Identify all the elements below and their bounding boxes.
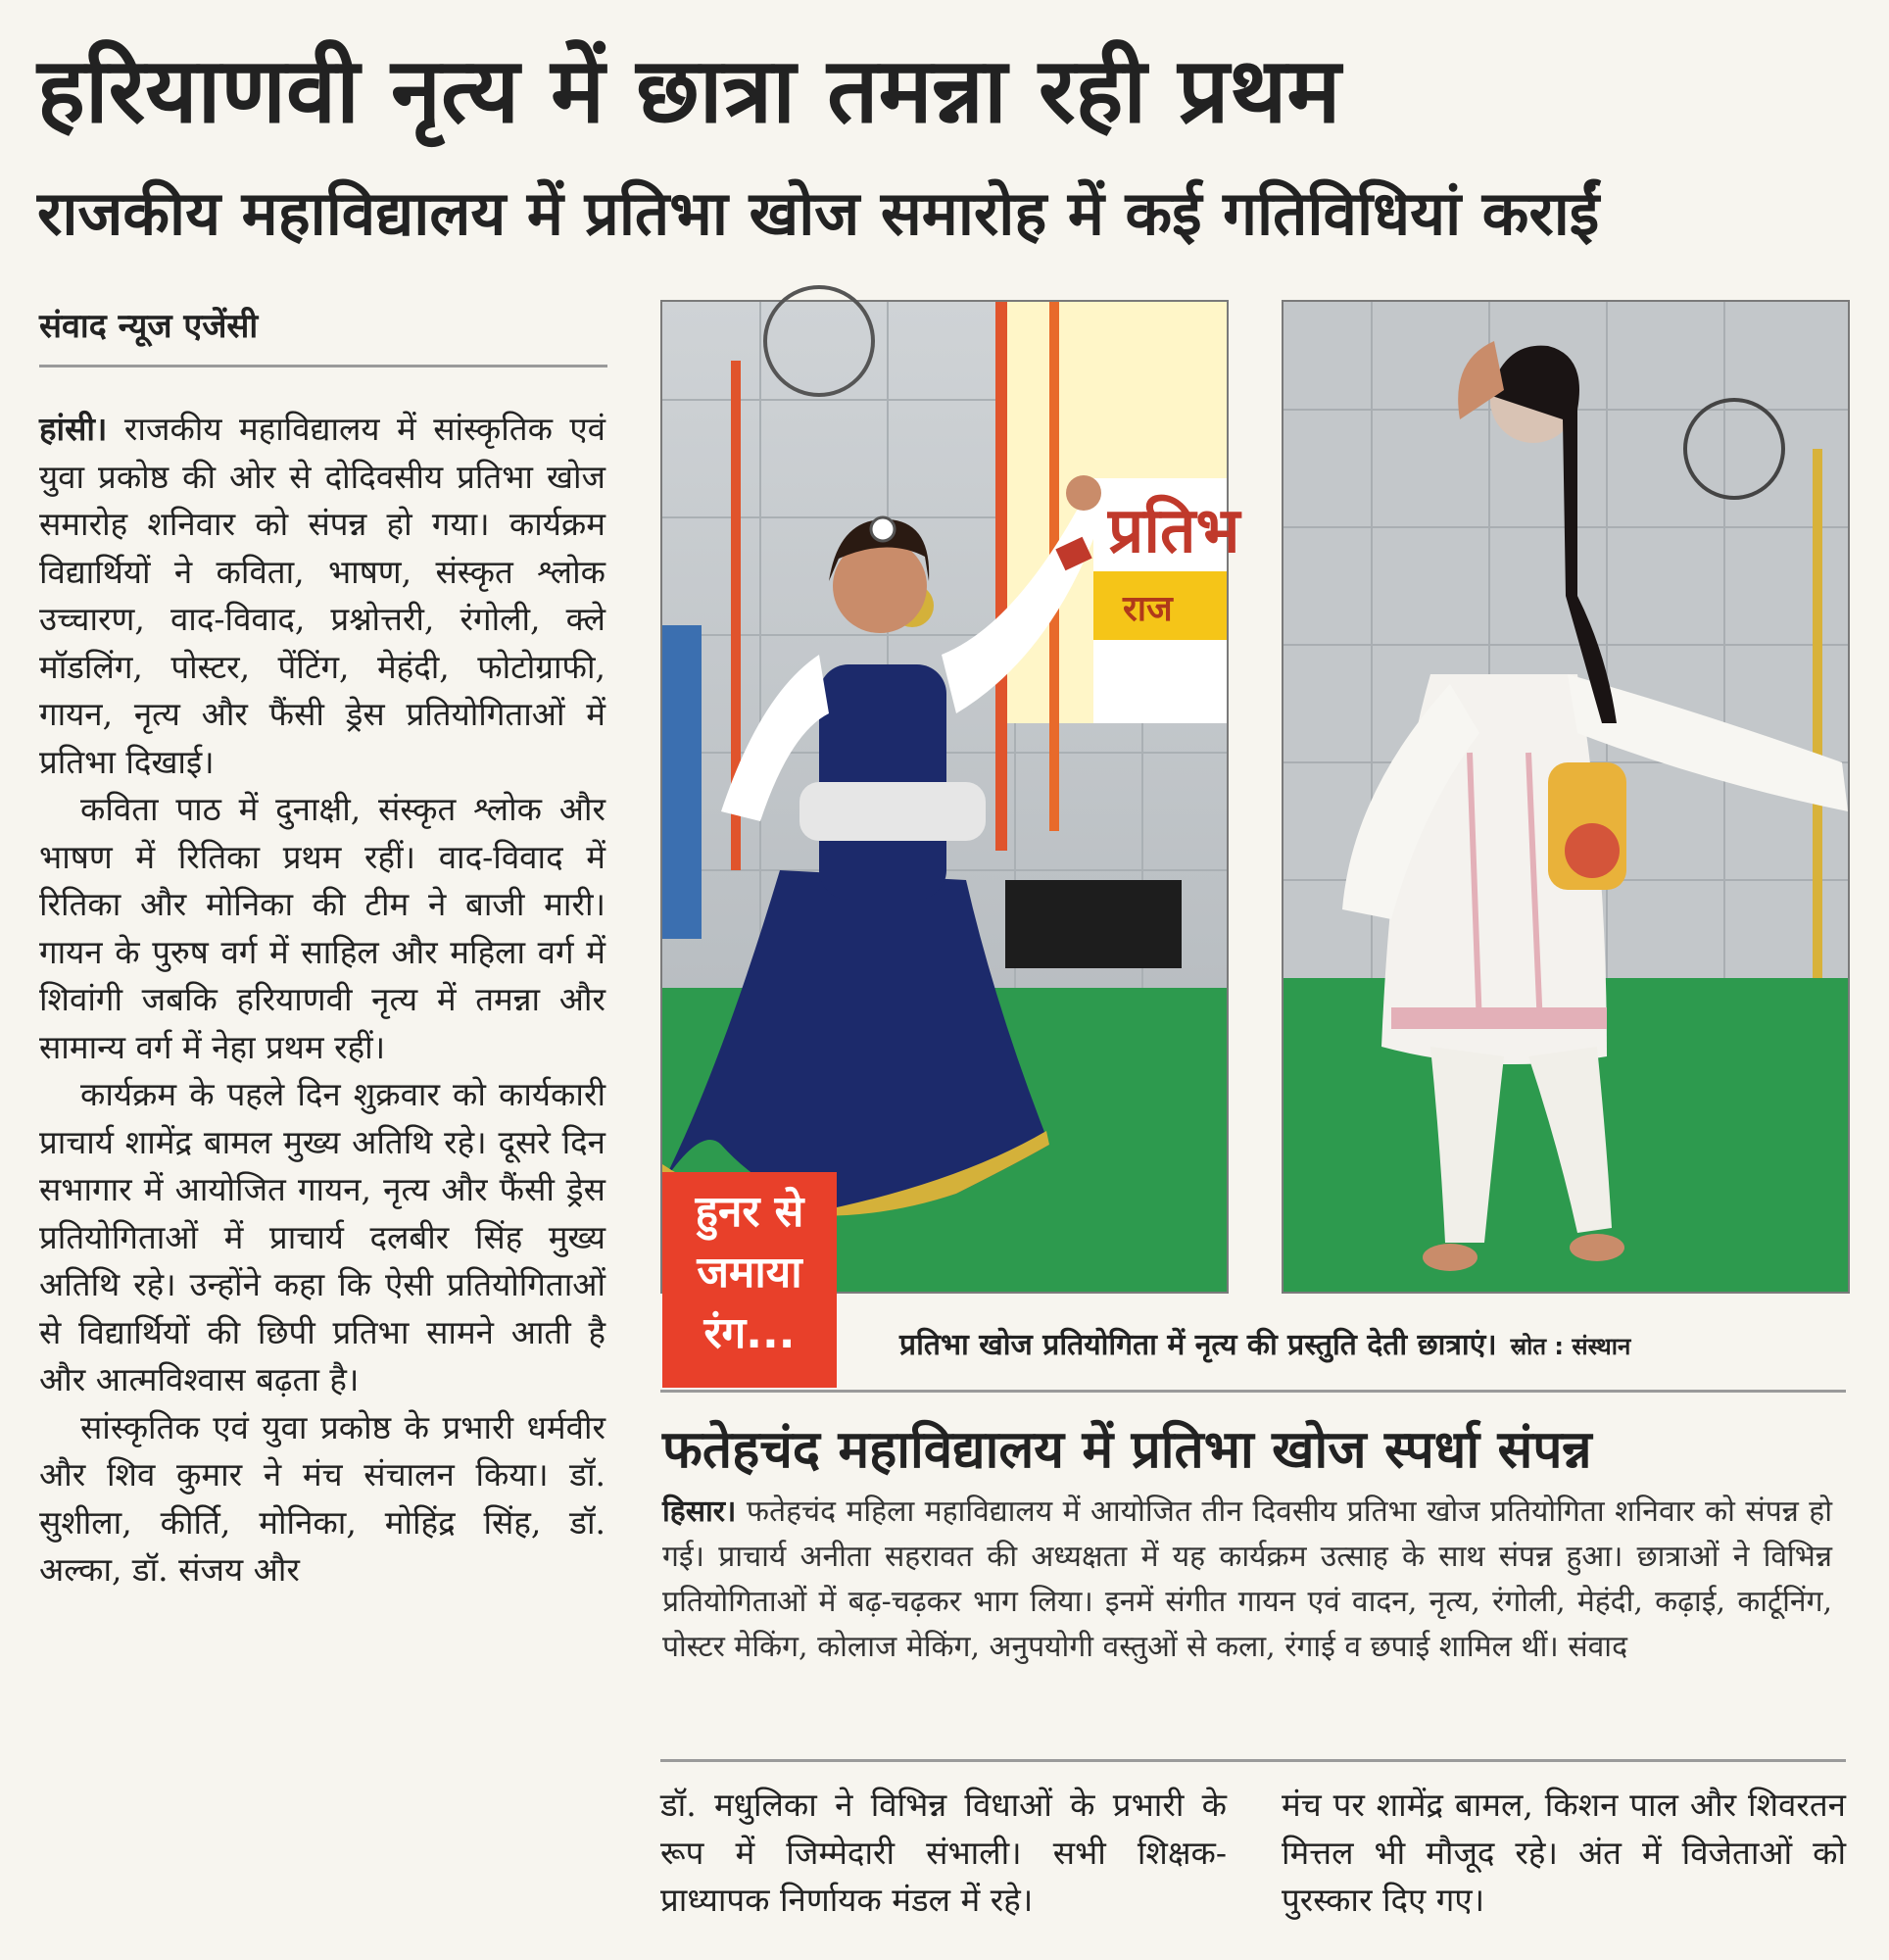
banner-text-2: राज: [1123, 589, 1173, 629]
paragraph-3: कार्यक्रम के पहले दिन शुक्रवार को कार्यकारी प्राचार्य शामेंद्र बामल मुख्य अतिथि रहे। दूसरे दिन सभागार में आयोजित गायन, नृत्य और फैंसी ड्रेस प्रतियोगिताओं में प्राचार्य दलबीर सिंह मुख्य अतिथि रहे। उन्होंने कहा कि ऐसी प्रतियोगिताओं से विद्यार्थियों की छिपी प्रतिभा सामने आती है और आत्मविश्वास बढ़ता है।: [39, 1075, 605, 1398]
paragraph-4: सांस्कृतिक एवं युवा प्रकोष्ठ के प्रभारी धर्मवीर और शिव कुमार ने मंच संचालन किया। डॉ. सुशीला, कीर्ति, मोनिका, मोहिंद्र सिंह, डॉ. अल्का, डॉ. संजय और: [39, 1407, 605, 1589]
dateline: हांसी।: [39, 410, 108, 448]
photo-caption: [899, 1323, 1840, 1363]
main-story-column: [39, 406, 605, 1935]
photo-tag-line-1: हुनर से: [695, 1187, 804, 1237]
photo-tag: [662, 1172, 837, 1388]
photo-caption-text: प्रतिभा खोज प्रतियोगिता में नृत्य की प्रस्तुति देती छात्राएं।: [899, 1328, 1497, 1362]
photo-source: स्रोत : संस्थान: [1510, 1333, 1631, 1360]
byline-rule: [39, 365, 607, 368]
paragraph-1: हांसी। राजकीय महाविद्यालय में सांस्कृतिक एवं युवा प्रकोष्ठ की ओर से दोदिवसीय प्रतिभा खोज समारोह शनिवार को संपन्न हो गया। कार्यक्रम विद्यार्थियों ने कविता, भाषण, संस्कृत श्लोक उच्चारण, वाद-विवाद, प्रश्नोत्तरी, रंगोली, क्ले मॉडलिंग, पोस्टर, पेंटिंग, मेहंदी, फोटोग्राफी, गायन, नृत्य और फैंसी ड्रेस प्रतियोगिताओं में प्रतिभा दिखाई।: [39, 410, 605, 781]
photo-dancer-navy-image: [662, 302, 1240, 1292]
photo-dancer-navy: [660, 300, 1240, 1294]
second-story-credit: संवाद: [1568, 1630, 1628, 1664]
main-story-continuation-col3: मंच पर शामेंद्र बामल, किशन पाल और शिवरतन मित्तल भी मौजूद रहे। अंत में विजेताओं को पुरस्कार दिए गए।: [1282, 1786, 1846, 1919]
main-story-continuation-col2: डॉ. मधुलिका ने विभिन्न विधाओं के प्रभारी के रूप में जिम्मेदारी संभाली। सभी शिक्षक-प्राध्यापक निर्णायक मंडल में रहे।: [660, 1786, 1227, 1919]
paragraph-2: कविता पाठ में दुनाक्षी, संस्कृत श्लोक और भाषण में रितिका प्रथम रहीं। वाद-विवाद में रितिका और मोनिका की टीम ने बाजी मारी। गायन के पुरुष वर्ग में साहिल और महिला वर्ग में शिवांगी जबकि हरियाणवी नृत्य में तमन्ना और सामान्य वर्ग में नेहा प्रथम रहीं।: [39, 790, 605, 1066]
banner-text-1: प्रतिभ: [1108, 495, 1240, 567]
byline: संवाद न्यूज एजेंसी: [39, 307, 259, 346]
second-story-dateline: हिसार।: [662, 1494, 737, 1529]
photo-tag-line-2: जमाया: [697, 1248, 802, 1298]
section-rule-top: [660, 1390, 1846, 1393]
subheadline: राजकीय महाविद्यालय में प्रतिभा खोज समारोह में कई गतिविधियां कराईं: [37, 177, 1600, 249]
photo-tag-line-3: रंग...: [703, 1308, 796, 1358]
photo-dancer-white: [1282, 300, 1850, 1294]
headline: हरियाणवी नृत्य में छात्रा तमन्ना रही प्रथम: [37, 38, 1341, 143]
second-story-headline: फतेहचंद महाविद्यालय में प्रतिभा खोज स्पर्धा संपन्न: [662, 1420, 1592, 1480]
second-story-body: हिसार। फतेहचंद महिला महाविद्यालय में आयोजित तीन दिवसीय प्रतिभा खोज प्रतियोगिता शनिवार को संपन्न हो गई। प्राचार्य अनीता सहरावत की अध्यक्षता में यह कार्यक्रम उत्साह के साथ संपन्न हुआ। छात्राओं ने विभिन्न प्रतियोगिताओं में बढ़-चढ़कर भाग लिया। इनमें संगीत गायन एवं वादन, नृत्य, रंगोली, मेहंदी, कढ़ाई, कार्टूनिंग, पोस्टर मेकिंग, कोलाज मेकिंग, अनुपयोगी वस्तुओं से कला, रंगाई व छपाई शामिल थीं। संवाद: [662, 1494, 1832, 1664]
section-rule-bottom: [660, 1759, 1846, 1762]
photo-dancer-white-image: [1284, 302, 1848, 1292]
